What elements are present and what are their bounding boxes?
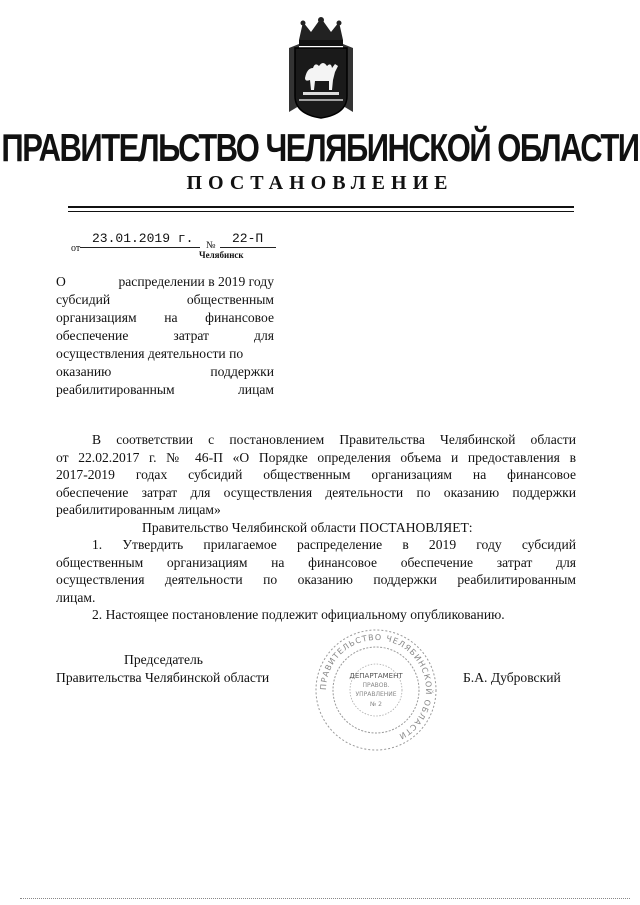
date-prefix: от	[71, 243, 81, 254]
coat-of-arms-emblem	[285, 14, 357, 122]
paragraph-basis	[56, 431, 576, 519]
signer-position-line2: Правительства Челябинской области	[56, 670, 270, 685]
item-1	[56, 536, 576, 606]
subject-line	[56, 381, 274, 399]
subject-word: финансовое	[205, 310, 274, 325]
subject-line	[56, 309, 274, 327]
item-2: 2. Настоящее постановление подлежит официальному опубликованию.	[92, 607, 505, 622]
official-seal-stamp	[312, 626, 440, 754]
document-body	[56, 431, 576, 624]
resolve-line: Правительство Челябинской области ПОСТАНОВЛЯЕТ:	[142, 519, 473, 535]
seal-center-text: УПРАВЛЕНИЕ	[355, 691, 397, 698]
seal-center-text: ПРАВОВ.	[362, 682, 390, 689]
date-underline	[80, 247, 200, 248]
document-date: 23.01.2019 г.	[92, 231, 194, 246]
body-line: реабилитированным лицам»	[56, 502, 221, 517]
body-line: лицам.	[56, 589, 96, 605]
signer-name: Б.А. Дубровский	[463, 670, 561, 685]
number-underline	[220, 247, 276, 248]
subject-line	[56, 273, 274, 291]
subject-word: обеспечение	[56, 328, 129, 343]
body-line: 2017-2019 годах субсидий общественным организациям на финансовое	[56, 467, 576, 482]
signer-position-line1: Председатель	[124, 652, 203, 667]
city-name: Челябинск	[199, 250, 244, 260]
subject-word: распределении в 2019 году	[118, 274, 274, 289]
body-line: общественным организациям на финансовое обеспечение затрат для	[56, 554, 576, 570]
government-title: ПРАВИТЕЛЬСТВО ЧЕЛЯБИНСКОЙ ОБЛАСТИ	[1, 126, 639, 170]
document-type: ПОСТАНОВЛЕНИЕ	[186, 172, 454, 194]
subject-line	[56, 327, 274, 345]
seal-center-text: ДЕПАРТАМЕНТ	[349, 672, 403, 680]
header-rule-thin	[68, 211, 574, 212]
document-subject	[56, 273, 274, 399]
seal-center-text: № 2	[370, 701, 382, 708]
page-bottom-edge	[20, 898, 630, 899]
subject-word: субсидий	[56, 292, 111, 307]
subject-line	[56, 363, 274, 381]
subject-word: лицам	[238, 382, 274, 397]
subject-line	[56, 345, 274, 363]
body-line: осуществления деятельности по оказанию поддержки реабилитированным	[56, 572, 576, 587]
subject-line	[56, 291, 274, 309]
subject-word: О	[56, 274, 66, 289]
subject-word: организациям	[56, 310, 137, 325]
subject-word: общественным	[186, 292, 274, 307]
body-line: В соответствии с постановлением Правительства Челябинской области	[92, 432, 576, 447]
seal-ring-text: ПРАВИТЕЛЬСТВО ЧЕЛЯБИНСКОЙ ОБЛАСТИ	[318, 632, 434, 742]
subject-word: для	[254, 328, 274, 343]
body-line: от 22.02.2017 г. № 46-П «О Порядке определения объема и предоставления в	[56, 449, 576, 465]
subject-word: оказанию	[56, 364, 112, 379]
header-rule-thick	[68, 206, 574, 208]
subject-word: затрат	[173, 328, 209, 343]
subject-word: поддержки	[210, 364, 274, 379]
document-number: 22-П	[232, 231, 264, 246]
body-line: обеспечение затрат для осуществления деятельности по оказанию поддержки	[56, 484, 576, 500]
number-prefix: №	[206, 240, 216, 251]
subject-word: на	[164, 310, 178, 325]
body-line: 1. Утвердить прилагаемое распределение в 2019 году субсидий	[92, 537, 576, 552]
subject-word: реабилитированным	[56, 382, 175, 397]
subject-word: осуществления деятельности по	[56, 346, 244, 361]
